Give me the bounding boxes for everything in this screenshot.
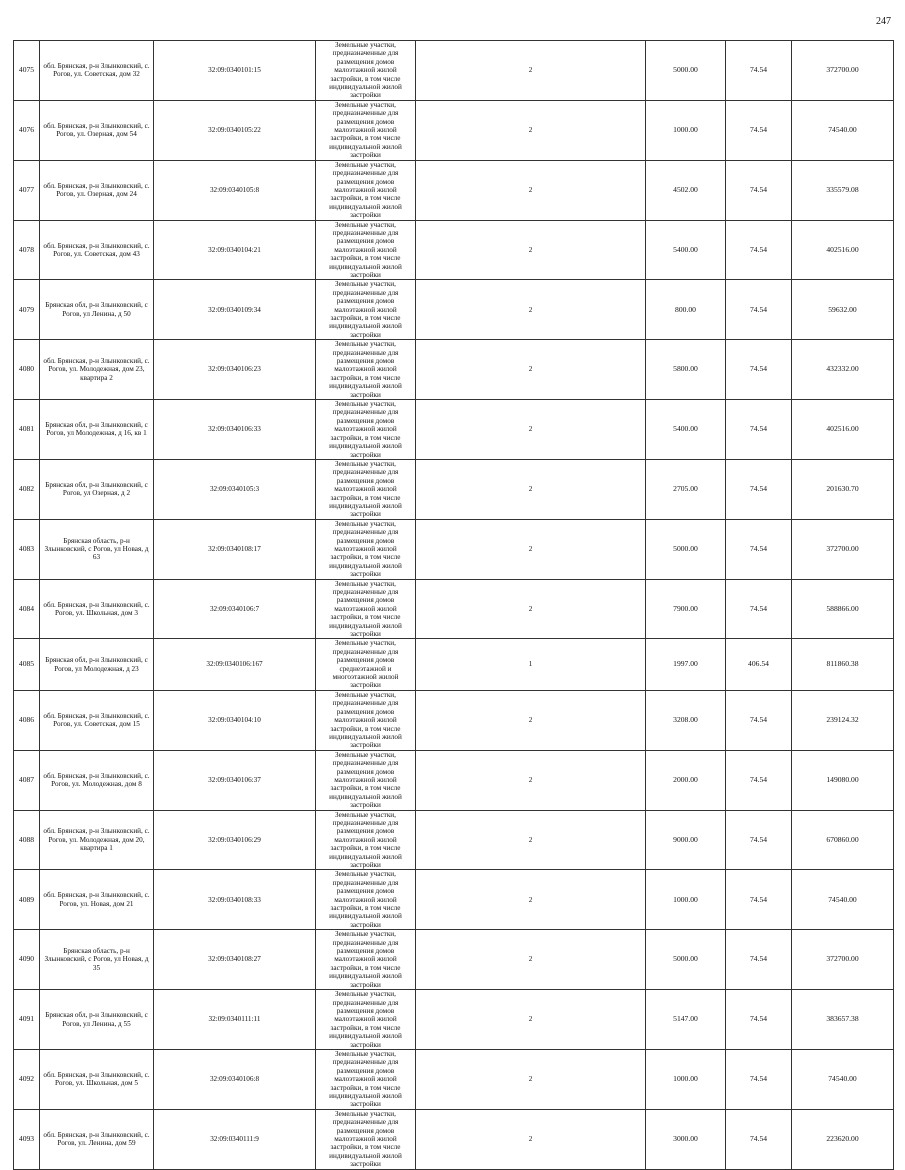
area-cell: 2705.00: [646, 459, 726, 519]
cadastral-number-cell: 32:09:0340104:21: [154, 220, 316, 280]
cadastral-value-cell: 670860.00: [792, 810, 894, 870]
land-use-purpose-cell: Земельные участки, предназначенные для размещения домов малоэтажной жилой застройки, в том числе индивидуальной жилой застройки: [316, 280, 416, 340]
row-number-cell: 4087: [14, 750, 40, 810]
address-cell: обл. Брянская, р-н Злынковский, с. Рогов, ул. Советская, дом 15: [40, 690, 154, 750]
table-row: [14, 750, 894, 810]
row-number-cell: 4093: [14, 1109, 40, 1169]
use-group-cell: 2: [416, 990, 646, 1050]
address-cell: обл. Брянская, р-н Злынковский, с. Рогов, ул. Школьная, дом 5: [40, 1049, 154, 1109]
address-cell: Брянская обл, р-н Злынковский, с Рогов, ул Озерная, д 2: [40, 459, 154, 519]
specific-value-cell: 74.54: [726, 990, 792, 1050]
table-row: [14, 340, 894, 400]
address-cell: Брянская обл, р-н Злынковский, с Рогов, ул Ленина, д 50: [40, 280, 154, 340]
specific-value-cell: 74.54: [726, 519, 792, 579]
use-group-cell: 2: [416, 220, 646, 280]
row-number-cell: 4083: [14, 519, 40, 579]
specific-value-cell: 74.54: [726, 160, 792, 220]
area-cell: 800.00: [646, 280, 726, 340]
specific-value-cell: 74.54: [726, 1109, 792, 1169]
address-cell: обл. Брянская, р-н Злынковский, с. Рогов, ул. Молодежная, дом 23, квартира 2: [40, 340, 154, 400]
area-cell: 5000.00: [646, 930, 726, 990]
cadastral-value-cell: 588866.00: [792, 579, 894, 639]
cadastral-number-cell: 32:09:0340108:27: [154, 930, 316, 990]
cadastral-value-cell: 201630.70: [792, 459, 894, 519]
land-use-purpose-cell: Земельные участки, предназначенные для размещения домов малоэтажной жилой застройки, в том числе индивидуальной жилой застройки: [316, 160, 416, 220]
address-cell: обл. Брянская, р-н Злынковский, с. Рогов, ул. Озерная, дом 54: [40, 100, 154, 160]
row-number-cell: 4076: [14, 100, 40, 160]
table-row: [14, 220, 894, 280]
row-number-cell: 4078: [14, 220, 40, 280]
table-row: [14, 41, 894, 101]
cadastral-value-cell: 149080.00: [792, 750, 894, 810]
area-cell: 9000.00: [646, 810, 726, 870]
cadastral-number-cell: 32:09:0340109:34: [154, 280, 316, 340]
specific-value-cell: 74.54: [726, 930, 792, 990]
address-cell: Брянская обл, р-н Злынковский, с Рогов, ул Молодежная, д 23: [40, 639, 154, 690]
use-group-cell: 2: [416, 870, 646, 930]
cadastral-number-cell: 32:09:0340105:22: [154, 100, 316, 160]
land-use-purpose-cell: Земельные участки, предназначенные для размещения домов малоэтажной жилой застройки, в том числе индивидуальной жилой застройки: [316, 870, 416, 930]
table-row: [14, 160, 894, 220]
row-number-cell: 4092: [14, 1049, 40, 1109]
address-cell: обл. Брянская, р-н Злынковский, с. Рогов, ул. Новая, дом 21: [40, 870, 154, 930]
row-number-cell: 4079: [14, 280, 40, 340]
table-row: [14, 990, 894, 1050]
cadastral-value-cell: 372700.00: [792, 930, 894, 990]
specific-value-cell: 74.54: [726, 340, 792, 400]
use-group-cell: 2: [416, 280, 646, 340]
use-group-cell: 2: [416, 41, 646, 101]
cadastral-value-cell: 335579.08: [792, 160, 894, 220]
land-use-purpose-cell: Земельные участки, предназначенные для размещения домов среднеэтажной и многоэтажной жилой застройки: [316, 639, 416, 690]
table-row: [14, 690, 894, 750]
area-cell: 1997.00: [646, 639, 726, 690]
land-use-purpose-cell: Земельные участки, предназначенные для размещения домов малоэтажной жилой застройки, в том числе индивидуальной жилой застройки: [316, 100, 416, 160]
table-row: [14, 930, 894, 990]
land-use-purpose-cell: Земельные участки, предназначенные для размещения домов малоэтажной жилой застройки, в том числе индивидуальной жилой застройки: [316, 579, 416, 639]
row-number-cell: 4080: [14, 340, 40, 400]
land-use-purpose-cell: Земельные участки, предназначенные для размещения домов малоэтажной жилой застройки, в том числе индивидуальной жилой застройки: [316, 750, 416, 810]
cadastral-value-cell: 402516.00: [792, 400, 894, 460]
specific-value-cell: 74.54: [726, 280, 792, 340]
area-cell: 7900.00: [646, 579, 726, 639]
use-group-cell: 2: [416, 750, 646, 810]
table-row: [14, 100, 894, 160]
address-cell: Брянская обл, р-н Злынковский, с Рогов, ул Молодежная, д 16, кв 1: [40, 400, 154, 460]
cadastral-number-cell: 32:09:0340104:10: [154, 690, 316, 750]
row-number-cell: 4089: [14, 870, 40, 930]
specific-value-cell: 74.54: [726, 220, 792, 280]
cadastral-number-cell: 32:09:0340106:7: [154, 579, 316, 639]
row-number-cell: 4082: [14, 459, 40, 519]
specific-value-cell: 74.54: [726, 690, 792, 750]
row-number-cell: 4085: [14, 639, 40, 690]
address-cell: обл. Брянская, р-н Злынковский, с. Рогов, ул. Советская, дом 43: [40, 220, 154, 280]
specific-value-cell: 74.54: [726, 870, 792, 930]
table-row: [14, 639, 894, 690]
cadastral-value-cell: 239124.32: [792, 690, 894, 750]
row-number-cell: 4084: [14, 579, 40, 639]
specific-value-cell: 74.54: [726, 100, 792, 160]
land-use-purpose-cell: Земельные участки, предназначенные для размещения домов малоэтажной жилой застройки, в том числе индивидуальной жилой застройки: [316, 930, 416, 990]
cadastral-value-cell: 383657.38: [792, 990, 894, 1050]
use-group-cell: 2: [416, 690, 646, 750]
use-group-cell: 2: [416, 459, 646, 519]
address-cell: обл. Брянская, р-н Злынковский, с. Рогов, ул. Советская, дом 32: [40, 41, 154, 101]
land-use-purpose-cell: Земельные участки, предназначенные для размещения домов малоэтажной жилой застройки, в том числе индивидуальной жилой застройки: [316, 220, 416, 280]
specific-value-cell: 74.54: [726, 750, 792, 810]
cadastral-value-cell: 74540.00: [792, 1049, 894, 1109]
land-use-purpose-cell: Земельные участки, предназначенные для размещения домов малоэтажной жилой застройки, в том числе индивидуальной жилой застройки: [316, 519, 416, 579]
cadastral-value-cell: 372700.00: [792, 41, 894, 101]
cadastral-number-cell: 32:09:0340105:3: [154, 459, 316, 519]
use-group-cell: 2: [416, 160, 646, 220]
specific-value-cell: 74.54: [726, 459, 792, 519]
cadastral-value-cell: 59632.00: [792, 280, 894, 340]
cadastral-number-cell: 32:09:0340108:33: [154, 870, 316, 930]
table-row: [14, 519, 894, 579]
land-use-purpose-cell: Земельные участки, предназначенные для размещения домов малоэтажной жилой застройки, в том числе индивидуальной жилой застройки: [316, 340, 416, 400]
area-cell: 5400.00: [646, 220, 726, 280]
land-use-purpose-cell: Земельные участки, предназначенные для размещения домов малоэтажной жилой застройки, в том числе индивидуальной жилой застройки: [316, 1109, 416, 1169]
use-group-cell: 2: [416, 810, 646, 870]
use-group-cell: 2: [416, 579, 646, 639]
cadastral-value-cell: 432332.00: [792, 340, 894, 400]
address-cell: Брянская область, р-н Злынковский, с Рогов, ул Новая, д 63: [40, 519, 154, 579]
address-cell: обл. Брянская, р-н Злынковский, с. Рогов, ул. Молодежная, дом 8: [40, 750, 154, 810]
address-cell: Брянская обл, р-н Злынковский, с Рогов, ул Ленина, д 55: [40, 990, 154, 1050]
cadastral-number-cell: 32:09:0340106:33: [154, 400, 316, 460]
address-cell: обл. Брянская, р-н Злынковский, с. Рогов, ул. Школьная, дом 3: [40, 579, 154, 639]
area-cell: 5000.00: [646, 519, 726, 579]
table-row: [14, 400, 894, 460]
address-cell: обл. Брянская, р-н Злынковский, с. Рогов, ул. Молодежная, дом 20, квартира 1: [40, 810, 154, 870]
cadastral-number-cell: 32:09:0340111:9: [154, 1109, 316, 1169]
area-cell: 4502.00: [646, 160, 726, 220]
specific-value-cell: 74.54: [726, 579, 792, 639]
cadastral-number-cell: 32:09:0340106:167: [154, 639, 316, 690]
cadastral-value-cell: 223620.00: [792, 1109, 894, 1169]
cadastral-number-cell: 32:09:0340108:17: [154, 519, 316, 579]
row-number-cell: 4090: [14, 930, 40, 990]
table-body: [14, 41, 894, 1170]
cadastral-value-cell: 74540.00: [792, 870, 894, 930]
row-number-cell: 4091: [14, 990, 40, 1050]
cadastral-value-cell: 74540.00: [792, 100, 894, 160]
specific-value-cell: 74.54: [726, 810, 792, 870]
table-row: [14, 459, 894, 519]
cadastral-value-table: [13, 40, 894, 1170]
address-cell: Брянская область, р-н Злынковский, с Рогов, ул Новая, д 35: [40, 930, 154, 990]
row-number-cell: 4075: [14, 41, 40, 101]
land-use-purpose-cell: Земельные участки, предназначенные для размещения домов малоэтажной жилой застройки, в том числе индивидуальной жилой застройки: [316, 459, 416, 519]
cadastral-number-cell: 32:09:0340111:11: [154, 990, 316, 1050]
cadastral-number-cell: 32:09:0340106:8: [154, 1049, 316, 1109]
land-use-purpose-cell: Земельные участки, предназначенные для размещения домов малоэтажной жилой застройки, в том числе индивидуальной жилой застройки: [316, 990, 416, 1050]
use-group-cell: 1: [416, 639, 646, 690]
use-group-cell: 2: [416, 400, 646, 460]
use-group-cell: 2: [416, 340, 646, 400]
table-row: [14, 280, 894, 340]
land-use-purpose-cell: Земельные участки, предназначенные для размещения домов малоэтажной жилой застройки, в том числе индивидуальной жилой застройки: [316, 41, 416, 101]
row-number-cell: 4081: [14, 400, 40, 460]
page-number: 247: [876, 16, 891, 27]
specific-value-cell: 406.54: [726, 639, 792, 690]
row-number-cell: 4088: [14, 810, 40, 870]
area-cell: 5400.00: [646, 400, 726, 460]
cadastral-number-cell: 32:09:0340106:23: [154, 340, 316, 400]
cadastral-value-cell: 372700.00: [792, 519, 894, 579]
area-cell: 5800.00: [646, 340, 726, 400]
address-cell: обл. Брянская, р-н Злынковский, с. Рогов, ул. Ленина, дом 59: [40, 1109, 154, 1169]
use-group-cell: 2: [416, 930, 646, 990]
area-cell: 3000.00: [646, 1109, 726, 1169]
land-use-purpose-cell: Земельные участки, предназначенные для размещения домов малоэтажной жилой застройки, в том числе индивидуальной жилой застройки: [316, 400, 416, 460]
use-group-cell: 2: [416, 1049, 646, 1109]
cadastral-value-cell: 402516.00: [792, 220, 894, 280]
cadastral-value-cell: 811860.38: [792, 639, 894, 690]
cadastral-number-cell: 32:09:0340101:15: [154, 41, 316, 101]
area-cell: 1000.00: [646, 870, 726, 930]
cadastral-number-cell: 32:09:0340106:37: [154, 750, 316, 810]
area-cell: 1000.00: [646, 1049, 726, 1109]
area-cell: 3208.00: [646, 690, 726, 750]
cadastral-number-cell: 32:09:0340106:29: [154, 810, 316, 870]
area-cell: 5147.00: [646, 990, 726, 1050]
table-row: [14, 579, 894, 639]
row-number-cell: 4086: [14, 690, 40, 750]
land-use-purpose-cell: Земельные участки, предназначенные для размещения домов малоэтажной жилой застройки, в том числе индивидуальной жилой застройки: [316, 1049, 416, 1109]
cadastral-number-cell: 32:09:0340105:8: [154, 160, 316, 220]
area-cell: 2000.00: [646, 750, 726, 810]
specific-value-cell: 74.54: [726, 1049, 792, 1109]
table-row: [14, 870, 894, 930]
land-use-purpose-cell: Земельные участки, предназначенные для размещения домов малоэтажной жилой застройки, в том числе индивидуальной жилой застройки: [316, 810, 416, 870]
specific-value-cell: 74.54: [726, 400, 792, 460]
use-group-cell: 2: [416, 100, 646, 160]
area-cell: 1000.00: [646, 100, 726, 160]
area-cell: 5000.00: [646, 41, 726, 101]
use-group-cell: 2: [416, 1109, 646, 1169]
use-group-cell: 2: [416, 519, 646, 579]
specific-value-cell: 74.54: [726, 41, 792, 101]
table-row: [14, 810, 894, 870]
table-row: [14, 1049, 894, 1109]
address-cell: обл. Брянская, р-н Злынковский, с. Рогов, ул. Озерная, дом 24: [40, 160, 154, 220]
row-number-cell: 4077: [14, 160, 40, 220]
land-use-purpose-cell: Земельные участки, предназначенные для размещения домов малоэтажной жилой застройки, в том числе индивидуальной жилой застройки: [316, 690, 416, 750]
table-row: [14, 1109, 894, 1169]
